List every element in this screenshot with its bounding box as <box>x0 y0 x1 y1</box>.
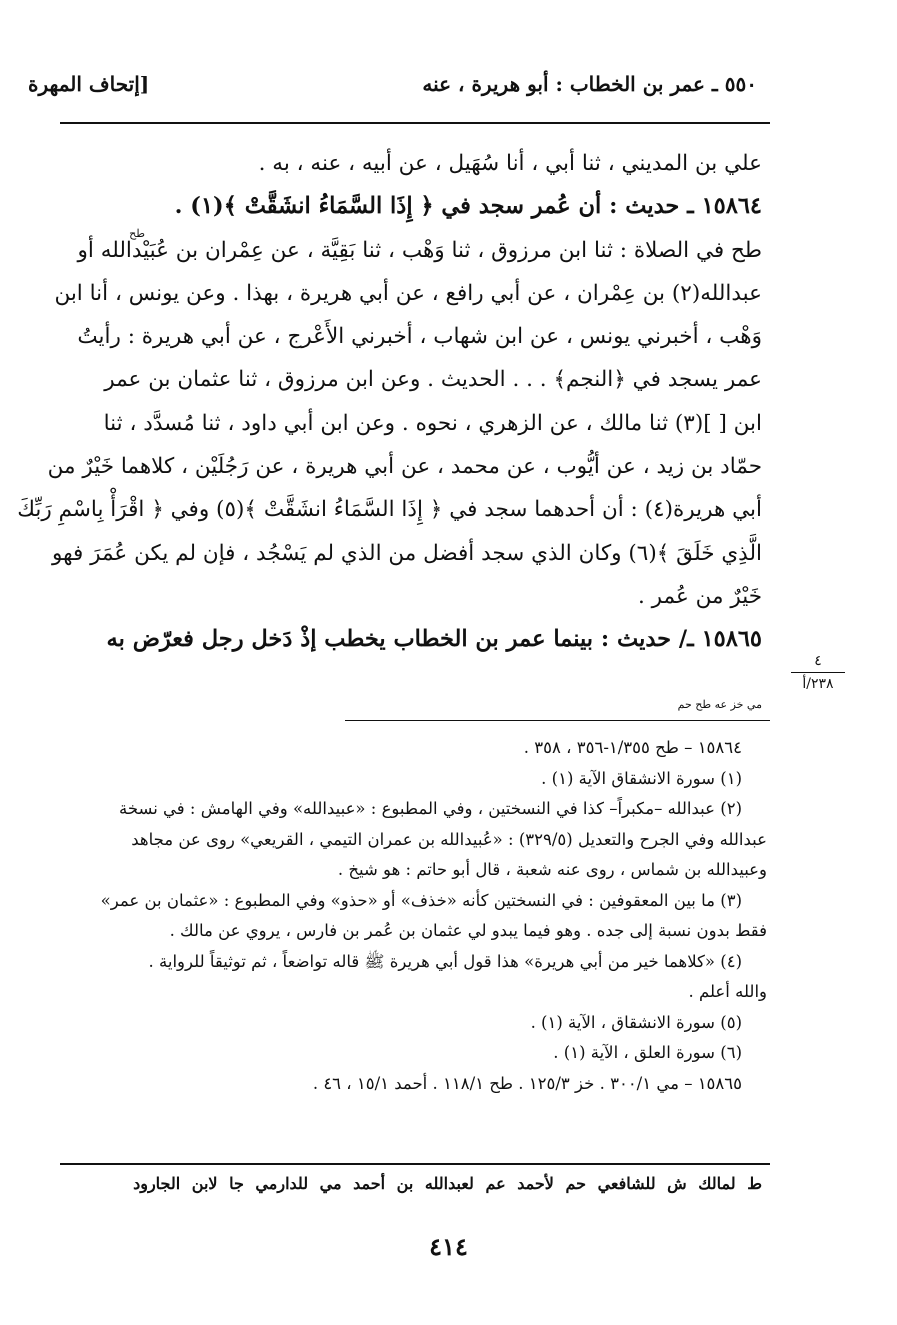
header-rule <box>60 122 770 124</box>
source-codes: مي خز عه طح حم <box>677 698 762 711</box>
text-line: أبي هريرة(٤) : أن أحدهما سجد في ﴿ إِذَا السَّمَاءُ انشَقَّتْ ﴾(٥) وفي ﴿ اقْرَأْ بِاسْمِ رَبِّكَ <box>17 497 762 523</box>
footnote-line: ١٥٨٦٥ – مي ٣٠٠/١ . خز ١٢٥/٣ . طح ١١٨/١ . أحمد ١٥/١ ، ٤٦ . <box>312 1073 742 1093</box>
hadith-heading-15865: ١٥٨٦٥ ـ/ حديث : بينما عمر بن الخطاب يخطب إذْ دَخل رجل فعرّض به <box>106 626 762 653</box>
footnote-line: (٦) سورة العلق ، الآية (١) . <box>553 1043 742 1062</box>
text-line: عمر يسجد في ﴿النجم﴾ . . . الحديث . وعن ابن مرزوق ، ثنا عثمان بن عمر <box>104 367 762 393</box>
footnote-line: ١٥٨٦٤ – طح ١/٣٥٥-٣٥٦ ، ٣٥٨ . <box>523 738 742 757</box>
margin-volume-page: ٢٣٨/أ <box>802 676 834 692</box>
text-line: عبدالله(٢) بن عِمْران ، عن أبي رافع ، عن أبي هريرة ، بهذا . وعن يونس ، أنا ابن <box>54 280 762 306</box>
margin-number: ٤ <box>814 653 822 669</box>
footnote-line: عبدالله وفي الجرح والتعديل (٣٢٩/٥) : «عُبيدالله بن عمران التيمي ، القريعي» روى عن مجاهد <box>131 829 767 849</box>
footnote-rule <box>345 720 770 721</box>
text-line: خَيْرٌ من عُمر . <box>638 583 762 609</box>
running-title: ٥٥٠ ـ عمر بن الخطاب : أبو هريرة ، عنه <box>422 72 757 96</box>
abbreviations-rule <box>60 1163 770 1165</box>
text-line: وَهْب ، أخبرني يونس ، عن ابن شهاب ، أخبرني الأَعْرج ، عن أبي هريرة : رأيتُ <box>77 324 762 350</box>
footnotes <box>57 733 767 1099</box>
source-code-tah: طح <box>129 227 145 240</box>
page-number: ٤١٤ <box>429 1232 468 1261</box>
footnote-line: (٤) «كلاهما خير من أبي هريرة» هذا قول أبي هريرة ﷺ قاله تواضعاً ، ثم توثيقاً للرواية . <box>148 951 742 971</box>
footnote-line: وعبيدالله بن شماس ، روى عنه شعبة ، قال أبو حاتم : هو شيخ . <box>337 860 767 879</box>
text-line: الَّذِي خَلَقَ ﴾(٦) وكان الذي سجد أفضل من الذي لم يَسْجُد ، فإن لم يكن عُمَرَ فهو <box>52 540 762 566</box>
text-line: حمّاد بن زيد ، عن أيُّوب ، عن محمد ، عن أبي هريرة ، عن رَجُلَيْن ، كلاهما خَيْرٌ من <box>47 454 762 480</box>
footnote-line: (١) سورة الانشقاق الآية (١) . <box>541 768 742 788</box>
footnote-line: والله أعلم . <box>688 982 767 1001</box>
text-line: علي بن المديني ، ثنا أبي ، أنا سُهَيل ، عن أبيه ، عنه ، به . <box>258 151 762 176</box>
main-text <box>17 142 762 662</box>
footnote-line: (٥) سورة الانشقاق ، الآية (١) . <box>530 1012 742 1032</box>
footnote-line: فقط بدون نسبة إلى جده . وهو فيما يبدو لي عثمان بن عُمر بن فارس ، يروي عن مالك . <box>169 921 767 940</box>
margin-reference <box>783 650 853 695</box>
footnote-line: (٢) عبدالله –مكبراً– كذا في النسختين ، وفي المطبوع : «عبيدالله» وفي الهامش : في نسخة <box>118 799 742 818</box>
hadith-heading-15864: ١٥٨٦٤ ـ حديث : أن عُمر سجد في ﴿ إِذَا السَّمَاءُ انشَقَّتْ ﴾(١) . <box>174 193 762 220</box>
text-line: طح في الصلاة : ثنا ابن مرزوق ، ثنا وَهْب ، ثنا بَقِيَّة ، عن عِمْران بن عُبَيْدالله أو <box>77 237 762 263</box>
text-line: ابن [ ](٣) ثنا مالك ، عن الزهري ، نحوه . وعن ابن أبي داود ، ثنا مُسدَّد ، ثنا <box>103 410 762 436</box>
footnote-line: (٣) ما بين المعقوفين : في النسختين كأنه «خذف» أو «حذو» وفي المطبوع : «عثمان بن عمر» <box>100 890 742 910</box>
abbreviations-key: ط لمالك ش للشافعي حم لأحمد عم لعبدالله بن أحمد مي للدارمي جا لابن الجارود <box>133 1174 762 1193</box>
book-title: [إتحاف المهرة <box>28 72 150 96</box>
